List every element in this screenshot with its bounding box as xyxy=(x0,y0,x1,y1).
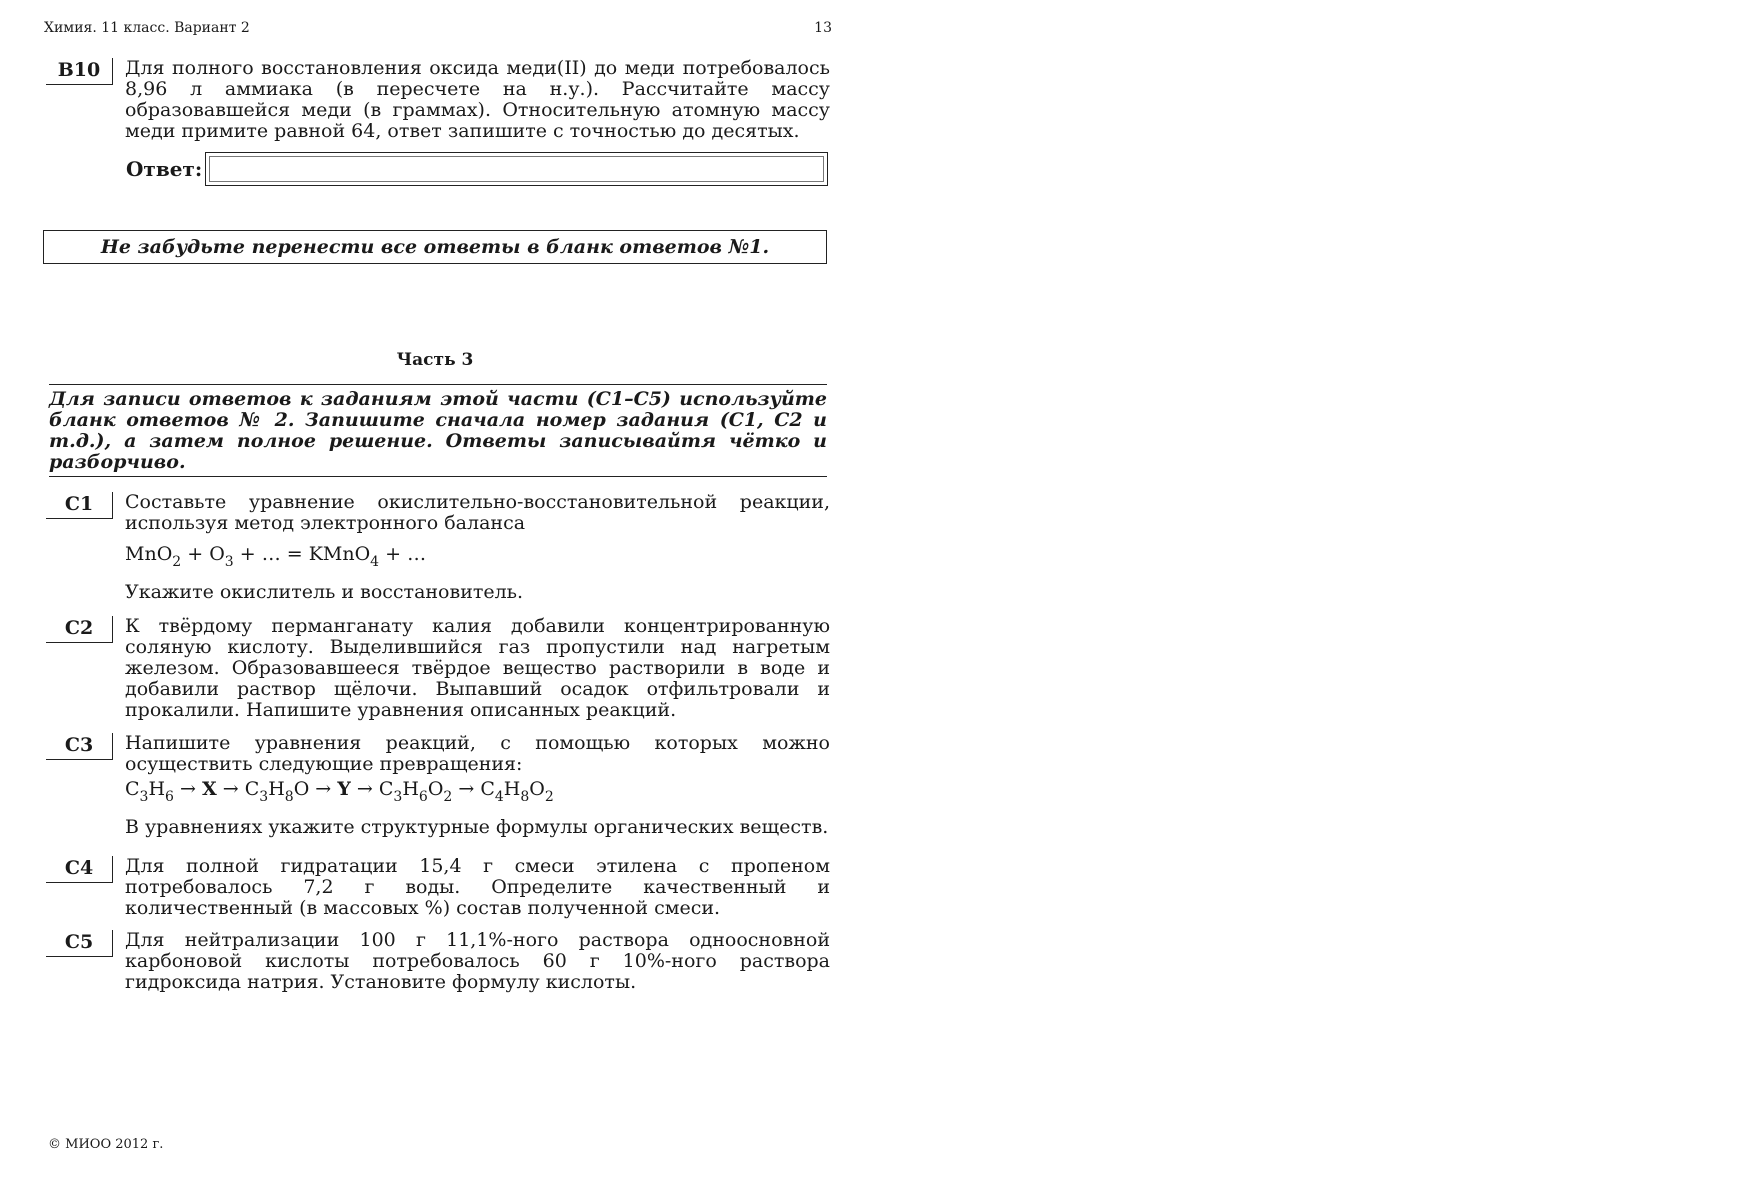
answer-label: Ответ: xyxy=(126,157,203,181)
task-c1 xyxy=(46,492,830,603)
part-instruction: Для записи ответов к заданиям этой части (С1–С5) используйте бланк ответов № 2. Запишите сначала номер задания (С1, С2 и т.д.), а затем полное решение. Ответы записывайтя чётко и разборчиво. xyxy=(49,384,827,477)
task-text-c3: Напишите уравнения реакций, с помощью которых можно осуществить следующие превращения: xyxy=(125,732,830,775)
task-text-c2: К твёрдому перманганату калия добавили концентрированную соляную кислоту. Выделившийся газ пропустили над нагретым железом. Образовавшееся твёрдое вещество растворили в воде и добавили раствор щёлочи. Выпавший осадок отфильтровали и прокалили. Напишите уравнения описанных реакций. xyxy=(125,615,830,721)
task-label-c1: С1 xyxy=(46,492,113,519)
task-label-c5: С5 xyxy=(46,930,113,957)
page-header xyxy=(44,20,832,36)
task-label-c2: С2 xyxy=(46,616,113,643)
task-label-c4: С4 xyxy=(46,856,113,883)
task-label-c3: С3 xyxy=(46,733,113,760)
task-body-c3 xyxy=(125,733,830,838)
page-number: 13 xyxy=(814,20,832,36)
note-c1: Укажите окислитель и восстановитель. xyxy=(125,581,524,603)
part-title: Часть 3 xyxy=(396,350,474,370)
task-text-c5: Для нейтрализации 100 г 11,1%-ного раствора одноосновной карбоновой кислоты потребовалось 60 г 10%-ного раствора гидроксида натрия. Установите формулу кислоты. xyxy=(125,929,830,993)
task-c2 xyxy=(46,616,830,721)
task-b10 xyxy=(46,58,830,142)
answer-field[interactable] xyxy=(209,156,824,182)
formula-c1: $MnO_2 + O_3$ + … = KMnO$_4$ + … xyxy=(125,543,427,570)
header-subject: Химия. 11 класс. Вариант 2 xyxy=(44,20,250,36)
footer-copyright: © МИОО 2012 г. xyxy=(48,1137,164,1152)
task-text-c1: Составьте уравнение окислительно-восстановительной реакции, используя метод электронного баланса xyxy=(125,491,830,534)
task-c3 xyxy=(46,733,830,838)
answer-box[interactable] xyxy=(205,152,828,186)
task-body-c1 xyxy=(125,492,830,603)
task-c4 xyxy=(46,856,830,919)
task-text-b10: Для полного восстановления оксида меди(II) до меди потребовалось 8,96 л аммиака (в пересчете на н.у.). Рассчитайте массу образовавшейся меди (в граммах). Относительную атомную массу меди примите равной 64, ответ запишите с точностью до десятых. xyxy=(125,57,830,142)
task-label-b10: В10 xyxy=(46,58,113,85)
task-c5 xyxy=(46,930,830,993)
answer-row xyxy=(126,150,828,188)
reminder-box: Не забудьте перенести все ответы в бланк ответов №1. xyxy=(43,230,827,264)
task-text-c4: Для полной гидратации 15,4 г смеси этилена с пропеном потребовалось 7,2 г воды. Определите качественный и количественный (в массовых %) состав полученной смеси. xyxy=(125,855,830,919)
note-c3: В уравнениях укажите структурные формулы органических веществ. xyxy=(125,816,829,838)
formula-c3: $C_3H_6 \to X \to C_3H_8O \to Y \to C_3H_6O_2 \to C_4H_8O_2$ xyxy=(125,778,554,805)
